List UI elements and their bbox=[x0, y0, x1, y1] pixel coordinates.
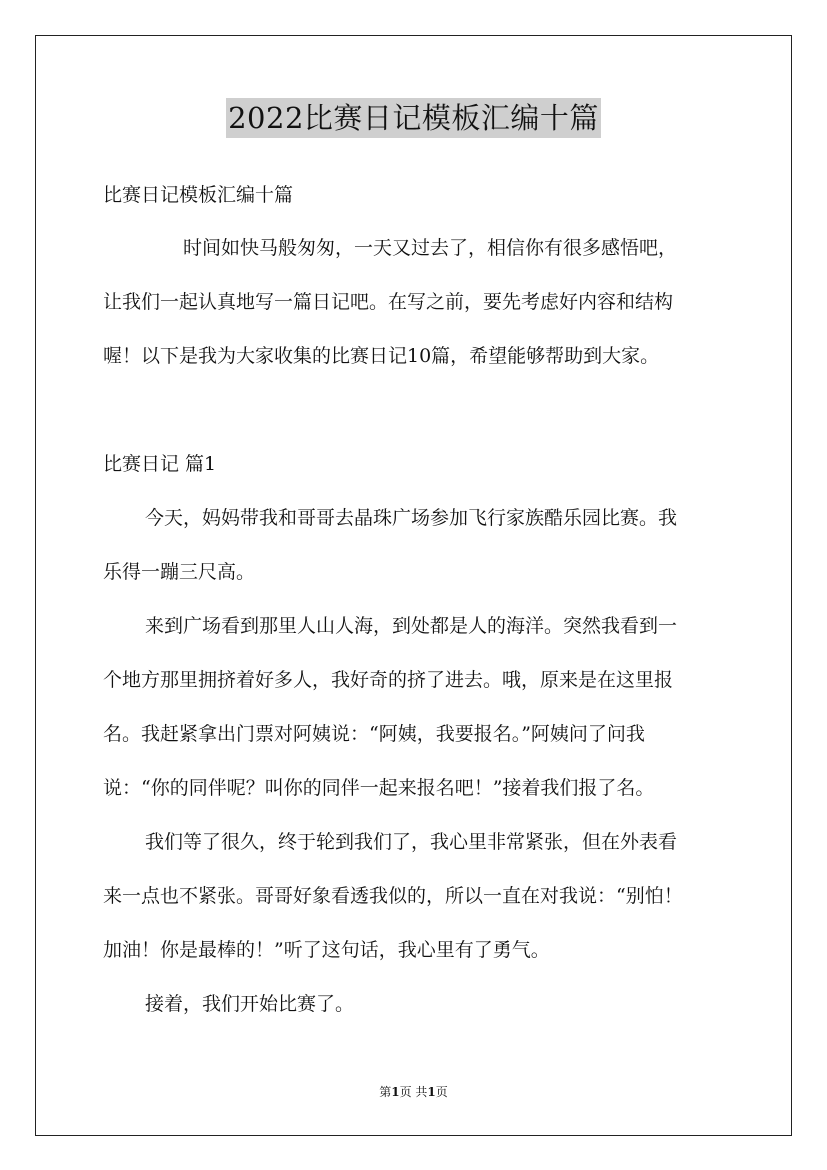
body-line: 我们等了很久，终于轮到我们了，我心里非常紧张，但在外表看 bbox=[145, 831, 678, 853]
body-line: 个地方那里拥挤着好多人，我好奇的挤了进去。哦，原来是在这里报 bbox=[103, 669, 674, 691]
footer-prefix: 第 bbox=[379, 1085, 392, 1099]
page-total: 1 bbox=[427, 1085, 436, 1099]
body-line: 说：“你的同伴呢？叫你的同伴一起来报名吧！”接着我们报了名。 bbox=[103, 777, 655, 799]
body-line: 名。我赶紧拿出门票对阿姨说：“阿姨，我要报名。”阿姨问了问我 bbox=[103, 723, 645, 745]
page-number: 1 bbox=[391, 1085, 400, 1099]
body-line: 加油！你是最棒的！”听了这句话，我心里有了勇气。 bbox=[103, 939, 550, 961]
body-line: 乐得一蹦三尺高。 bbox=[103, 561, 256, 583]
page-footer bbox=[0, 1084, 827, 1100]
body-line: 来一点也不紧张。哥哥好象看透我似的，所以一直在对我说：“别怕！ bbox=[103, 885, 683, 907]
body-line: 来到广场看到那里人山人海，到处都是人的海洋。突然我看到一 bbox=[145, 615, 678, 637]
title-container bbox=[0, 98, 827, 138]
footer-suffix: 页 bbox=[435, 1085, 448, 1099]
section-heading: 比赛日记 篇1 bbox=[103, 453, 217, 475]
subtitle: 比赛日记模板汇编十篇 bbox=[103, 184, 294, 206]
body-line: 今天，妈妈带我和哥哥去晶珠广场参加飞行家族酷乐园比赛。我 bbox=[145, 507, 678, 529]
intro-line: 喔！以下是我为大家收集的比赛日记10篇，希望能够帮助到大家。 bbox=[103, 345, 660, 367]
intro-line: 时间如快马般匆匆，一天又过去了，相信你有很多感悟吧， bbox=[183, 237, 678, 259]
footer-mid: 页 共 bbox=[399, 1085, 428, 1099]
document-title: 2022比赛日记模板汇编十篇 bbox=[226, 98, 601, 138]
intro-line: 让我们一起认真地写一篇日记吧。在写之前，要先考虑好内容和结构 bbox=[103, 291, 674, 313]
body-line: 接着，我们开始比赛了。 bbox=[145, 993, 355, 1015]
